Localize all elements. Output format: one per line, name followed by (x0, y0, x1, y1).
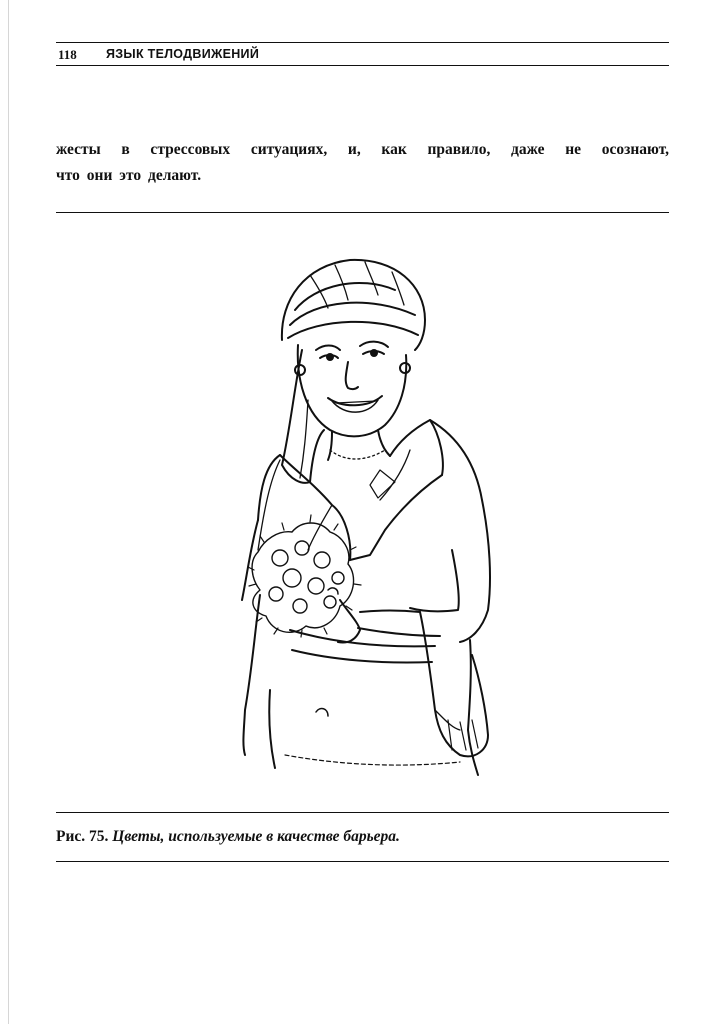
body-paragraph (56, 137, 669, 189)
figure-label: Рис. 75. (56, 828, 109, 845)
woman-with-flowers-illustration (220, 250, 520, 780)
body-line: что они это делают. (56, 167, 202, 184)
body-line: жесты в стрессовых ситуациях, и, как правило, даже не осознают, (56, 141, 669, 158)
page-edge (8, 0, 9, 1024)
page-number: 118 (58, 47, 77, 62)
caption-bottom-rule (56, 861, 669, 862)
figure-top-rule (56, 212, 669, 213)
figure-caption (56, 828, 669, 846)
running-title: ЯЗЫК ТЕЛОДВИЖЕНИЙ (106, 47, 260, 61)
running-header (56, 42, 669, 66)
caption-top-rule (56, 812, 669, 813)
figure-caption-text: Цветы, используемые в качестве барьера. (112, 828, 400, 845)
